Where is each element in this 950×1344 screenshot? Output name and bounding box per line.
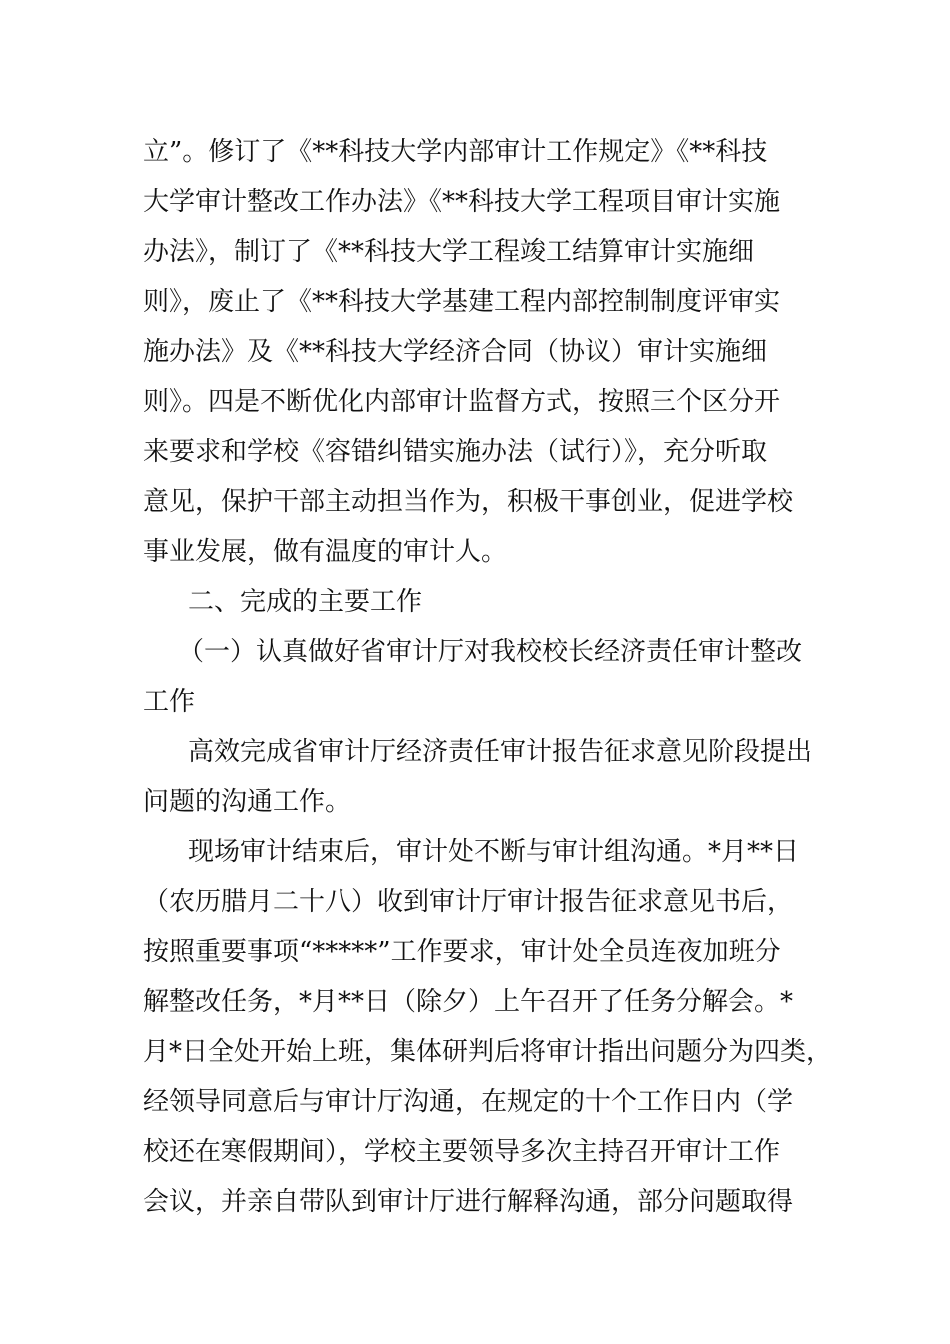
body-text-line: 解整改任务，*月**日（除夕）上午召开了任务分解会。* [143,987,794,1017]
body-text-line: 问题的沟通工作。 [143,787,352,817]
body-text-line: 意见，保护干部主动担当作为，积极干事创业，促进学校 [143,487,794,517]
body-text-line: 校还在寒假期间），学校主要领导多次主持召开审计工作 [143,1137,781,1167]
section-heading: 二、完成的主要工作 [188,587,423,617]
body-text-line: 会议，并亲自带队到审计厅进行解释沟通，部分问题取得 [143,1187,794,1217]
body-text-line: 立”。修订了《**科技大学内部审计工作规定》《**科技 [143,137,768,167]
body-text-line: 来要求和学校《容错纠错实施办法（试行）》，充分听取 [143,437,768,467]
body-text-line: 则》，废止了《**科技大学基建工程内部控制制度评审实 [143,287,781,317]
subsection-heading: （一）认真做好省审计厅对我校校长经济责任审计整改 [178,637,803,667]
body-text-line: 按照重要事项“*****”工作要求，审计处全员连夜加班分 [143,937,781,967]
subsection-heading: 工作 [143,687,196,717]
body-text-line: （农历腊月二十八）收到审计厅审计报告征求意见书后， [143,887,794,917]
body-text-line: 则》。四是不断优化内部审计监督方式，按照三个区分开 [143,387,781,417]
body-text-line: 办法》，制订了《**科技大学工程竣工结算审计实施细 [143,237,755,267]
body-text-line: 大学审计整改工作办法》《**科技大学工程项目审计实施 [143,187,781,217]
body-text-line: 经领导同意后与审计厅沟通，在规定的十个工作日内（学 [143,1087,794,1117]
body-text-line: 施办法》及《**科技大学经济合同（协议）审计实施细 [143,337,768,367]
body-text-line: 现场审计结束后，审计处不断与审计组沟通。*月**日 [188,837,800,867]
body-text-line: 事业发展，做有温度的审计人。 [143,537,508,567]
body-text-line: 月*日全处开始上班，集体研判后将审计指出问题分为四类， [143,1037,833,1067]
body-text-line: 高效完成省审计厅经济责任审计报告征求意见阶段提出 [188,737,813,767]
